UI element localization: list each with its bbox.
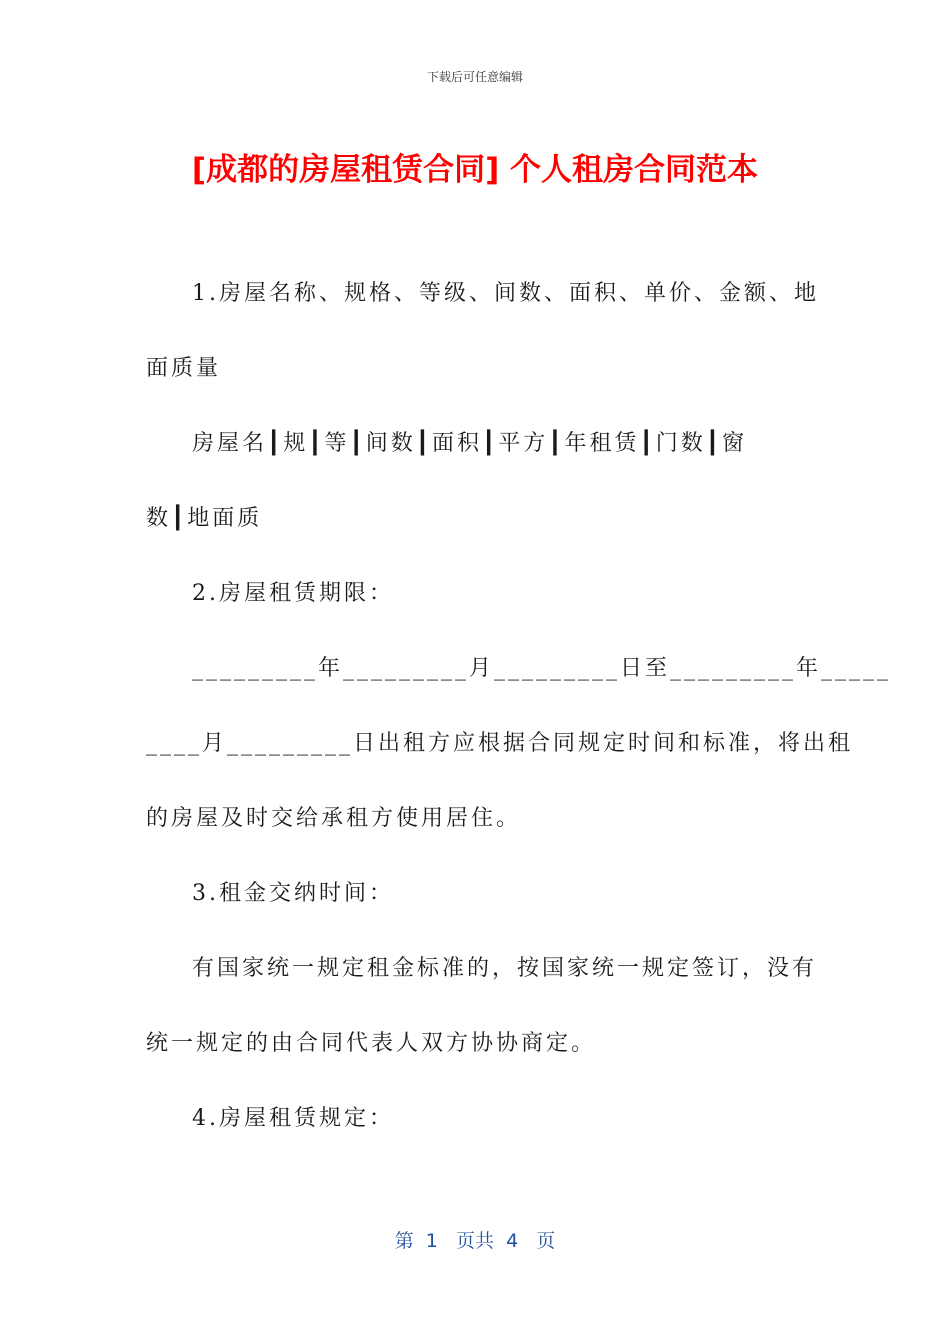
table-header-line: 房屋名┃规┃等┃间数┃面积┃平方┃年租赁┃门数┃窗 (192, 431, 747, 456)
date-blank-line: _________年_________月_________日至_________年_____ (192, 656, 892, 681)
paragraph-line: ____月_________日出租方应根据合同规定时间和标准，将出租 (146, 731, 854, 756)
document-title: [成都的房屋租赁合同] 个人租房合同范本 (191, 152, 759, 188)
header-note: 下载后可任意编辑 (426, 70, 523, 84)
section-heading: 3.租金交纳时间： (192, 881, 394, 906)
page-number-footer: 第 1 页共 4 页 (394, 1230, 556, 1252)
table-header-line: 数┃地面质 (146, 506, 263, 531)
paragraph-line: 统一规定的由合同代表人双方协协商定。 (146, 1031, 597, 1056)
paragraph-line: 1.房屋名称、规格、等级、间数、面积、单价、金额、地 (192, 281, 819, 306)
section-heading: 2.房屋租赁期限： (192, 581, 394, 606)
paragraph-line: 的房屋及时交给承租方使用居住。 (146, 806, 522, 831)
paragraph-line: 面质量 (146, 356, 222, 381)
paragraph-line: 有国家统一规定租金标准的，按国家统一规定签订，没有 (192, 956, 818, 981)
section-heading: 4.房屋租赁规定： (192, 1106, 394, 1131)
document-body (146, 256, 892, 1156)
